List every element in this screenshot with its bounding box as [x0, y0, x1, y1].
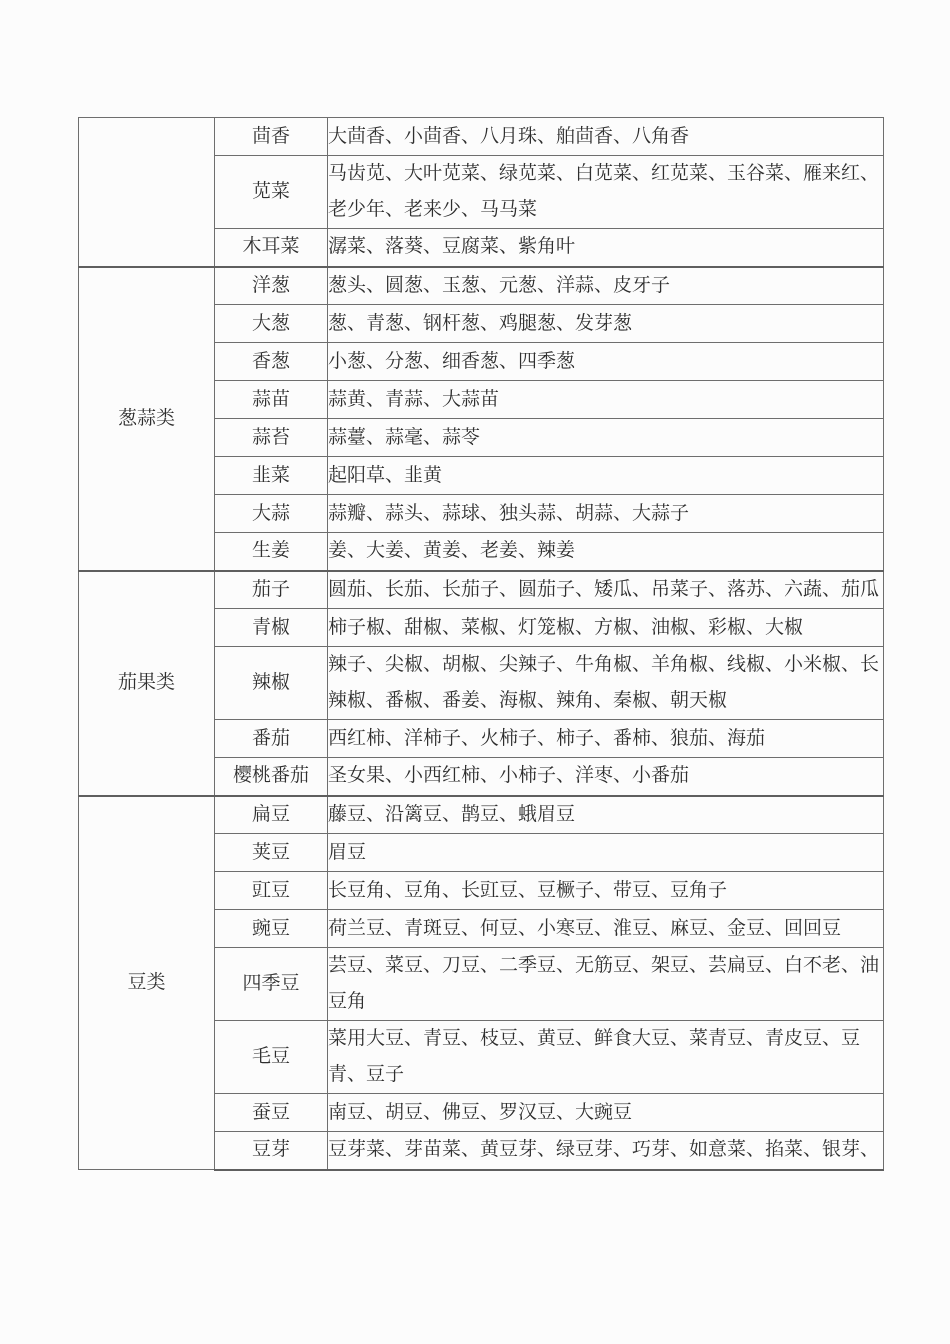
vegetable-aliases-cell: 姜、大姜、黄姜、老姜、辣姜 [328, 533, 884, 571]
vegetable-name-cell: 荚豆 [215, 834, 328, 872]
vegetable-aliases-cell: 起阳草、韭黄 [328, 457, 884, 495]
vegetable-aliases-cell: 潺菜、落葵、豆腐菜、紫角叶 [328, 229, 884, 267]
vegetable-aliases-cell: 辣子、尖椒、胡椒、尖辣子、牛角椒、羊角椒、线椒、小米椒、长辣椒、番椒、番姜、海椒、辣角、秦椒、朝天椒 [328, 647, 884, 720]
vegetable-aliases-cell: 长豆角、豆角、长豇豆、豆橛子、带豆、豆角子 [328, 872, 884, 910]
vegetable-name-cell: 青椒 [215, 609, 328, 647]
vegetable-aliases-cell: 西红柿、洋柿子、火柿子、柿子、番柿、狼茄、海茄 [328, 720, 884, 758]
vegetable-aliases-cell: 葱头、圆葱、玉葱、元葱、洋蒜、皮牙子 [328, 267, 884, 305]
vegetable-name-cell: 四季豆 [215, 948, 328, 1021]
vegetable-name-cell: 蚕豆 [215, 1094, 328, 1132]
vegetable-aliases-cell: 眉豆 [328, 834, 884, 872]
vegetable-name-cell: 蒜苗 [215, 381, 328, 419]
vegetable-name-cell: 茄子 [215, 571, 328, 609]
vegetable-name-cell: 洋葱 [215, 267, 328, 305]
vegetable-name-cell: 生姜 [215, 533, 328, 571]
vegetable-aliases-cell: 小葱、分葱、细香葱、四季葱 [328, 343, 884, 381]
vegetable-aliases-cell: 圣女果、小西红柿、小柿子、洋枣、小番茄 [328, 758, 884, 796]
vegetable-table-body [79, 118, 884, 1170]
vegetable-name-cell: 木耳菜 [215, 229, 328, 267]
vegetable-aliases-cell: 大茴香、小茴香、八月珠、舶茴香、八角香 [328, 118, 884, 156]
table-row [79, 571, 884, 609]
vegetable-aliases-cell: 藤豆、沿篱豆、鹊豆、蛾眉豆 [328, 796, 884, 834]
vegetable-aliases-cell: 葱、青葱、钢杆葱、鸡腿葱、发芽葱 [328, 305, 884, 343]
vegetable-name-cell: 韭菜 [215, 457, 328, 495]
table-row [79, 267, 884, 305]
vegetable-aliases-cell: 柿子椒、甜椒、菜椒、灯笼椒、方椒、油椒、彩椒、大椒 [328, 609, 884, 647]
vegetable-alias-table-wrap [78, 117, 884, 1171]
vegetable-name-cell: 扁豆 [215, 796, 328, 834]
vegetable-name-cell: 苋菜 [215, 156, 328, 229]
vegetable-aliases-cell: 菜用大豆、青豆、枝豆、黄豆、鲜食大豆、菜青豆、青皮豆、豆青、豆子 [328, 1021, 884, 1094]
vegetable-name-cell: 辣椒 [215, 647, 328, 720]
vegetable-name-cell: 豆芽 [215, 1132, 328, 1170]
vegetable-aliases-cell: 芸豆、菜豆、刀豆、二季豆、无筋豆、架豆、芸扁豆、白不老、油豆角 [328, 948, 884, 1021]
vegetable-name-cell: 蒜苔 [215, 419, 328, 457]
vegetable-name-cell: 豇豆 [215, 872, 328, 910]
vegetable-name-cell: 豌豆 [215, 910, 328, 948]
vegetable-name-cell: 大蒜 [215, 495, 328, 533]
vegetable-aliases-cell: 圆茄、长茄、长茄子、圆茄子、矮瓜、吊菜子、落苏、六蔬、茄瓜 [328, 571, 884, 609]
vegetable-alias-table [78, 117, 884, 1171]
vegetable-name-cell: 香葱 [215, 343, 328, 381]
vegetable-aliases-cell: 南豆、胡豆、佛豆、罗汉豆、大豌豆 [328, 1094, 884, 1132]
vegetable-aliases-cell: 蒜黄、青蒜、大蒜苗 [328, 381, 884, 419]
vegetable-aliases-cell: 荷兰豆、青斑豆、何豆、小寒豆、淮豆、麻豆、金豆、回回豆 [328, 910, 884, 948]
category-cell: 豆类 [79, 796, 215, 1170]
vegetable-name-cell: 毛豆 [215, 1021, 328, 1094]
category-cell: 葱蒜类 [79, 267, 215, 571]
category-cell [79, 118, 215, 267]
vegetable-aliases-cell: 蒜薹、蒜毫、蒜苓 [328, 419, 884, 457]
vegetable-name-cell: 茴香 [215, 118, 328, 156]
vegetable-aliases-cell: 蒜瓣、蒜头、蒜球、独头蒜、胡蒜、大蒜子 [328, 495, 884, 533]
vegetable-name-cell: 番茄 [215, 720, 328, 758]
table-row [79, 796, 884, 834]
vegetable-name-cell: 樱桃番茄 [215, 758, 328, 796]
vegetable-name-cell: 大葱 [215, 305, 328, 343]
vegetable-aliases-cell: 豆芽菜、芽苗菜、黄豆芽、绿豆芽、巧芽、如意菜、掐菜、银芽、 [328, 1132, 884, 1170]
category-cell: 茄果类 [79, 571, 215, 796]
vegetable-aliases-cell: 马齿苋、大叶苋菜、绿苋菜、白苋菜、红苋菜、玉谷菜、雁来红、老少年、老来少、马马菜 [328, 156, 884, 229]
table-row [79, 118, 884, 156]
